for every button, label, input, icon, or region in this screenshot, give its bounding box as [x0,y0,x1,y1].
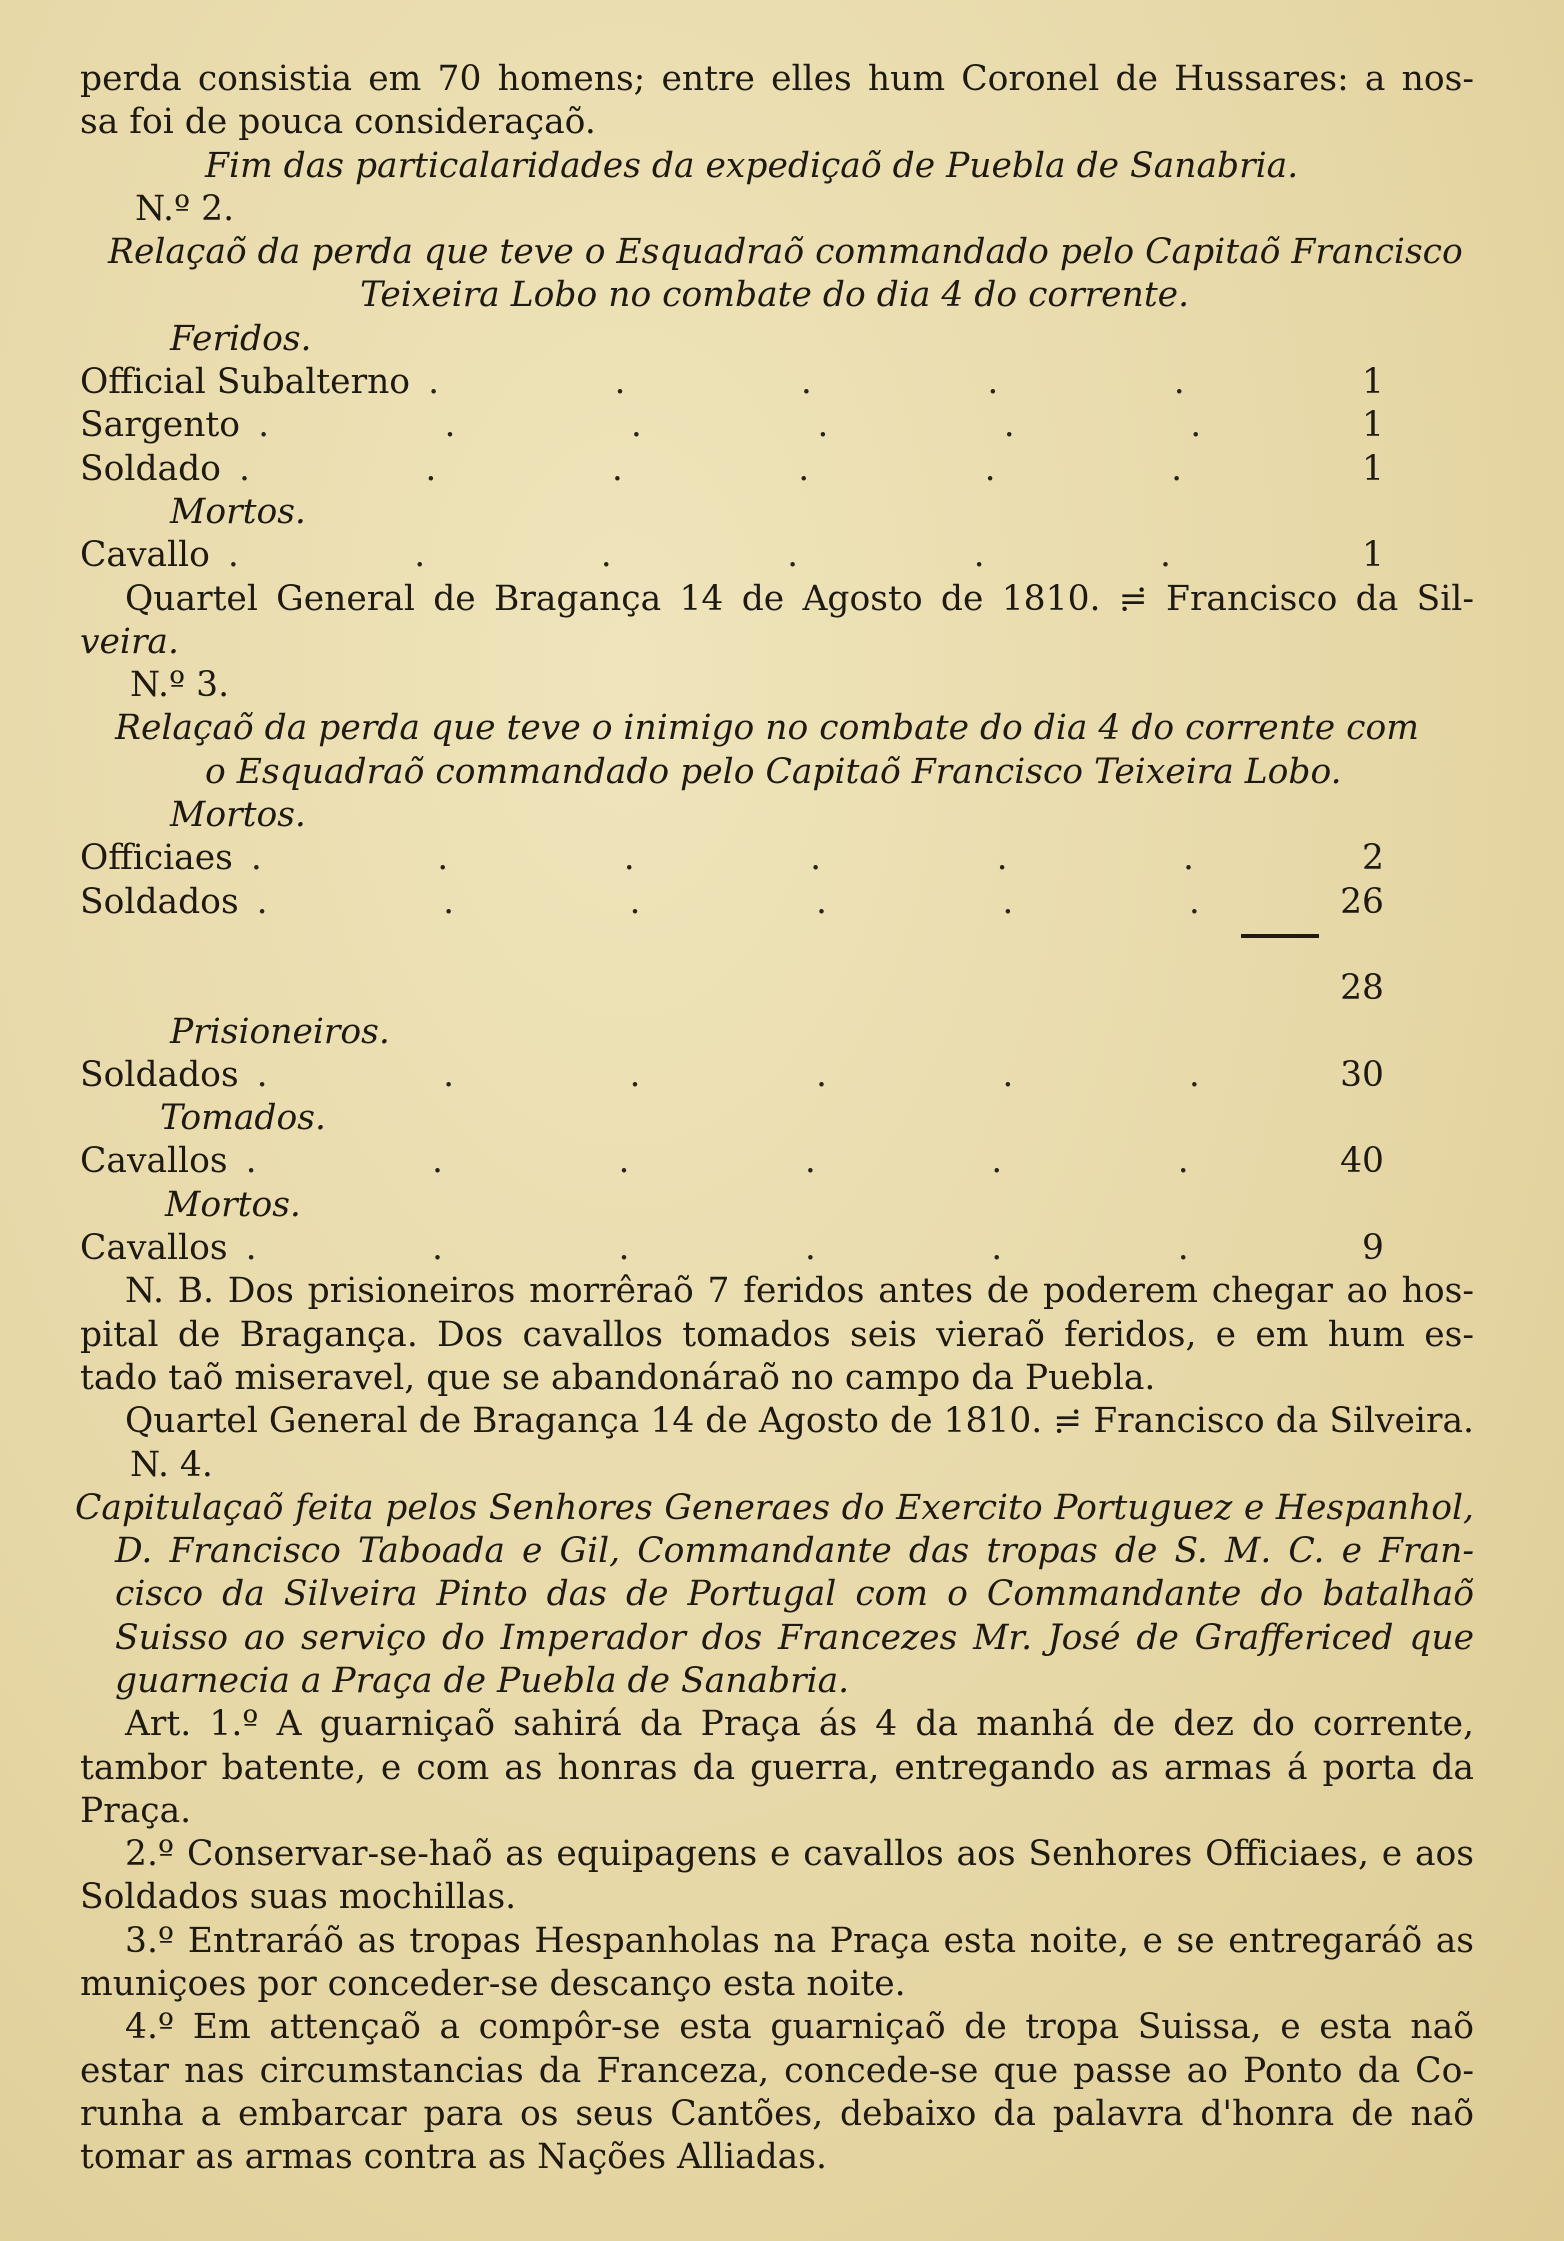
leader-dots [239,448,1320,491]
leader-dots [251,837,1320,880]
total-row [80,967,1474,1010]
row-label: Official Subalterno [80,362,411,403]
table-row [80,448,1474,491]
report-title: Relaçaõ da perda que teve o Esquadraõ commandado pelo Capitaõ Francisco [108,232,1463,273]
article-text: runha a embarcar para os seus Cantões, debaixo da palavra d'honra de naõ [80,2093,1474,2134]
article-text: Praça. [80,1790,192,1831]
sum-rule [1241,934,1319,938]
article-text: Art. 1.º A guarniçaõ sahirá da Praça ás 4 da manhá de dez do corrente, [125,1704,1474,1745]
text-line: N. B. Dos prisioneiros morrêraõ 7 feridos antes de poderem chegar ao hos- [125,1271,1474,1312]
table-row [80,361,1474,404]
text-line: pital de Bragança. Dos cavallos tomados seis vieraõ feridos, e em hum es- [80,1314,1474,1355]
signature-line: Quartel General de Bragança 14 de Agosto de 1810. ≓ Francisco da Silveira. [125,1401,1474,1442]
report-title: Relaçaõ da perda que teve o inimigo no combate do dia 4 do corrente com [115,708,1419,749]
article-text: 2.º Conservar-se-haõ as equipagens e cavallos aos Senhores Officiaes, e aos [125,1834,1474,1875]
capitulation-title-cont: cisco da Silveira Pinto das de Portugal com o Commandante do batalhaõ [115,1574,1474,1615]
table-row [80,404,1474,447]
article-text: tambor batente, e com as honras da guerra, entregando as armas á porta da [80,1747,1474,1788]
sum-rule-row [80,924,1474,967]
row-value: 2 [1362,838,1384,879]
report-title-cont: o Esquadraõ commandado pelo Capitaõ Francisco Teixeira Lobo. [205,751,1342,792]
table-row [80,534,1474,577]
table-row [80,1054,1474,1097]
leader-dots [428,361,1320,404]
row-label: Soldados [80,1054,239,1095]
article-text: muniçoes por conceder-se descanço esta noite. [80,1964,906,2005]
category-heading: Feridos. [170,318,312,359]
category-heading: Prisioneiros. [170,1011,390,1052]
section-closing-heading: Fim das particalaridades da expediçaõ de Puebla de Sanabria. [205,145,1299,186]
row-label: Sargento [80,405,241,446]
article-text: tomar as armas contra as Nações Alliadas. [80,2137,827,2178]
section-number: N.º 3. [130,665,230,706]
article-text: Soldados suas mochillas. [80,1877,517,1918]
row-label: Cavallos [80,1141,228,1182]
text-line: perda consistia em 70 homens; entre elles hum Coronel de Hussares: a nos- [80,59,1474,99]
row-value: 1 [1362,405,1384,446]
row-label: Officiaes [80,838,233,879]
leader-dots [257,881,1320,924]
category-heading: Mortos. [170,491,306,532]
row-label: Soldado [80,448,221,489]
table-row [80,1140,1474,1183]
section-number: N. 4. [130,1444,213,1485]
article-text: 3.º Entraráõ as tropas Hespanholas na Praça esta noite, e se entregaráõ as [125,1920,1474,1961]
category-heading: Tomados. [160,1098,326,1139]
signature-line: Quartel General de Bragança 14 de Agosto de 1810. ≓ Francisco da Sil- [125,578,1474,619]
capitulation-title-cont: D. Francisco Taboada e Gil, Commandante das tropas de S. M. C. e Fran- [115,1531,1474,1572]
row-value: 30 [1340,1054,1384,1095]
report-title-cont: Teixeira Lobo no combate do dia 4 do corrente. [360,275,1190,316]
text-line: sa foi de pouca consideraçaõ. [80,102,596,143]
article-text: estar nas circumstancias da Franceza, concede-se que passe ao Ponto da Co- [80,2050,1474,2091]
row-value: 40 [1340,1141,1384,1182]
capitulation-title-cont: Suisso ao serviço do Imperador dos Francezes Mr. José de Graffericed que [115,1617,1474,1658]
category-heading: Mortos. [170,795,306,836]
leader-dots [258,404,1320,447]
row-value: 26 [1340,881,1384,922]
leader-dots [228,534,1320,577]
capitulation-title: Capitulaçaõ feita pelos Senhores Generaes do Exercito Portuguez e Hespanhol, [75,1487,1474,1528]
text-line: tado taõ miseravel, que se abandonáraõ no campo da Puebla. [80,1357,1156,1398]
row-value: 9 [1362,1228,1384,1269]
article-text: 4.º Em attençaõ a compôr-se esta guarniçaõ de tropa Suissa, e esta naõ [125,2007,1474,2048]
section-number: N.º 2. [135,188,235,229]
leader-dots [257,1054,1320,1097]
category-heading: Mortos. [165,1184,301,1225]
row-value: 1 [1362,448,1384,489]
capitulation-title-cont: guarnecia a Praça de Puebla de Sanabria. [115,1660,850,1701]
table-row [80,881,1474,924]
total-value: 28 [1340,968,1384,1009]
row-label: Soldados [80,881,239,922]
signature-line-cont: veira. [80,621,179,662]
leader-dots [246,1140,1320,1183]
row-label: Cavallos [80,1228,228,1269]
table-row [80,1227,1474,1270]
row-value: 1 [1362,535,1384,576]
table-row [80,837,1474,880]
row-label: Cavallo [80,535,210,576]
row-value: 1 [1362,362,1384,403]
leader-dots [246,1227,1320,1270]
